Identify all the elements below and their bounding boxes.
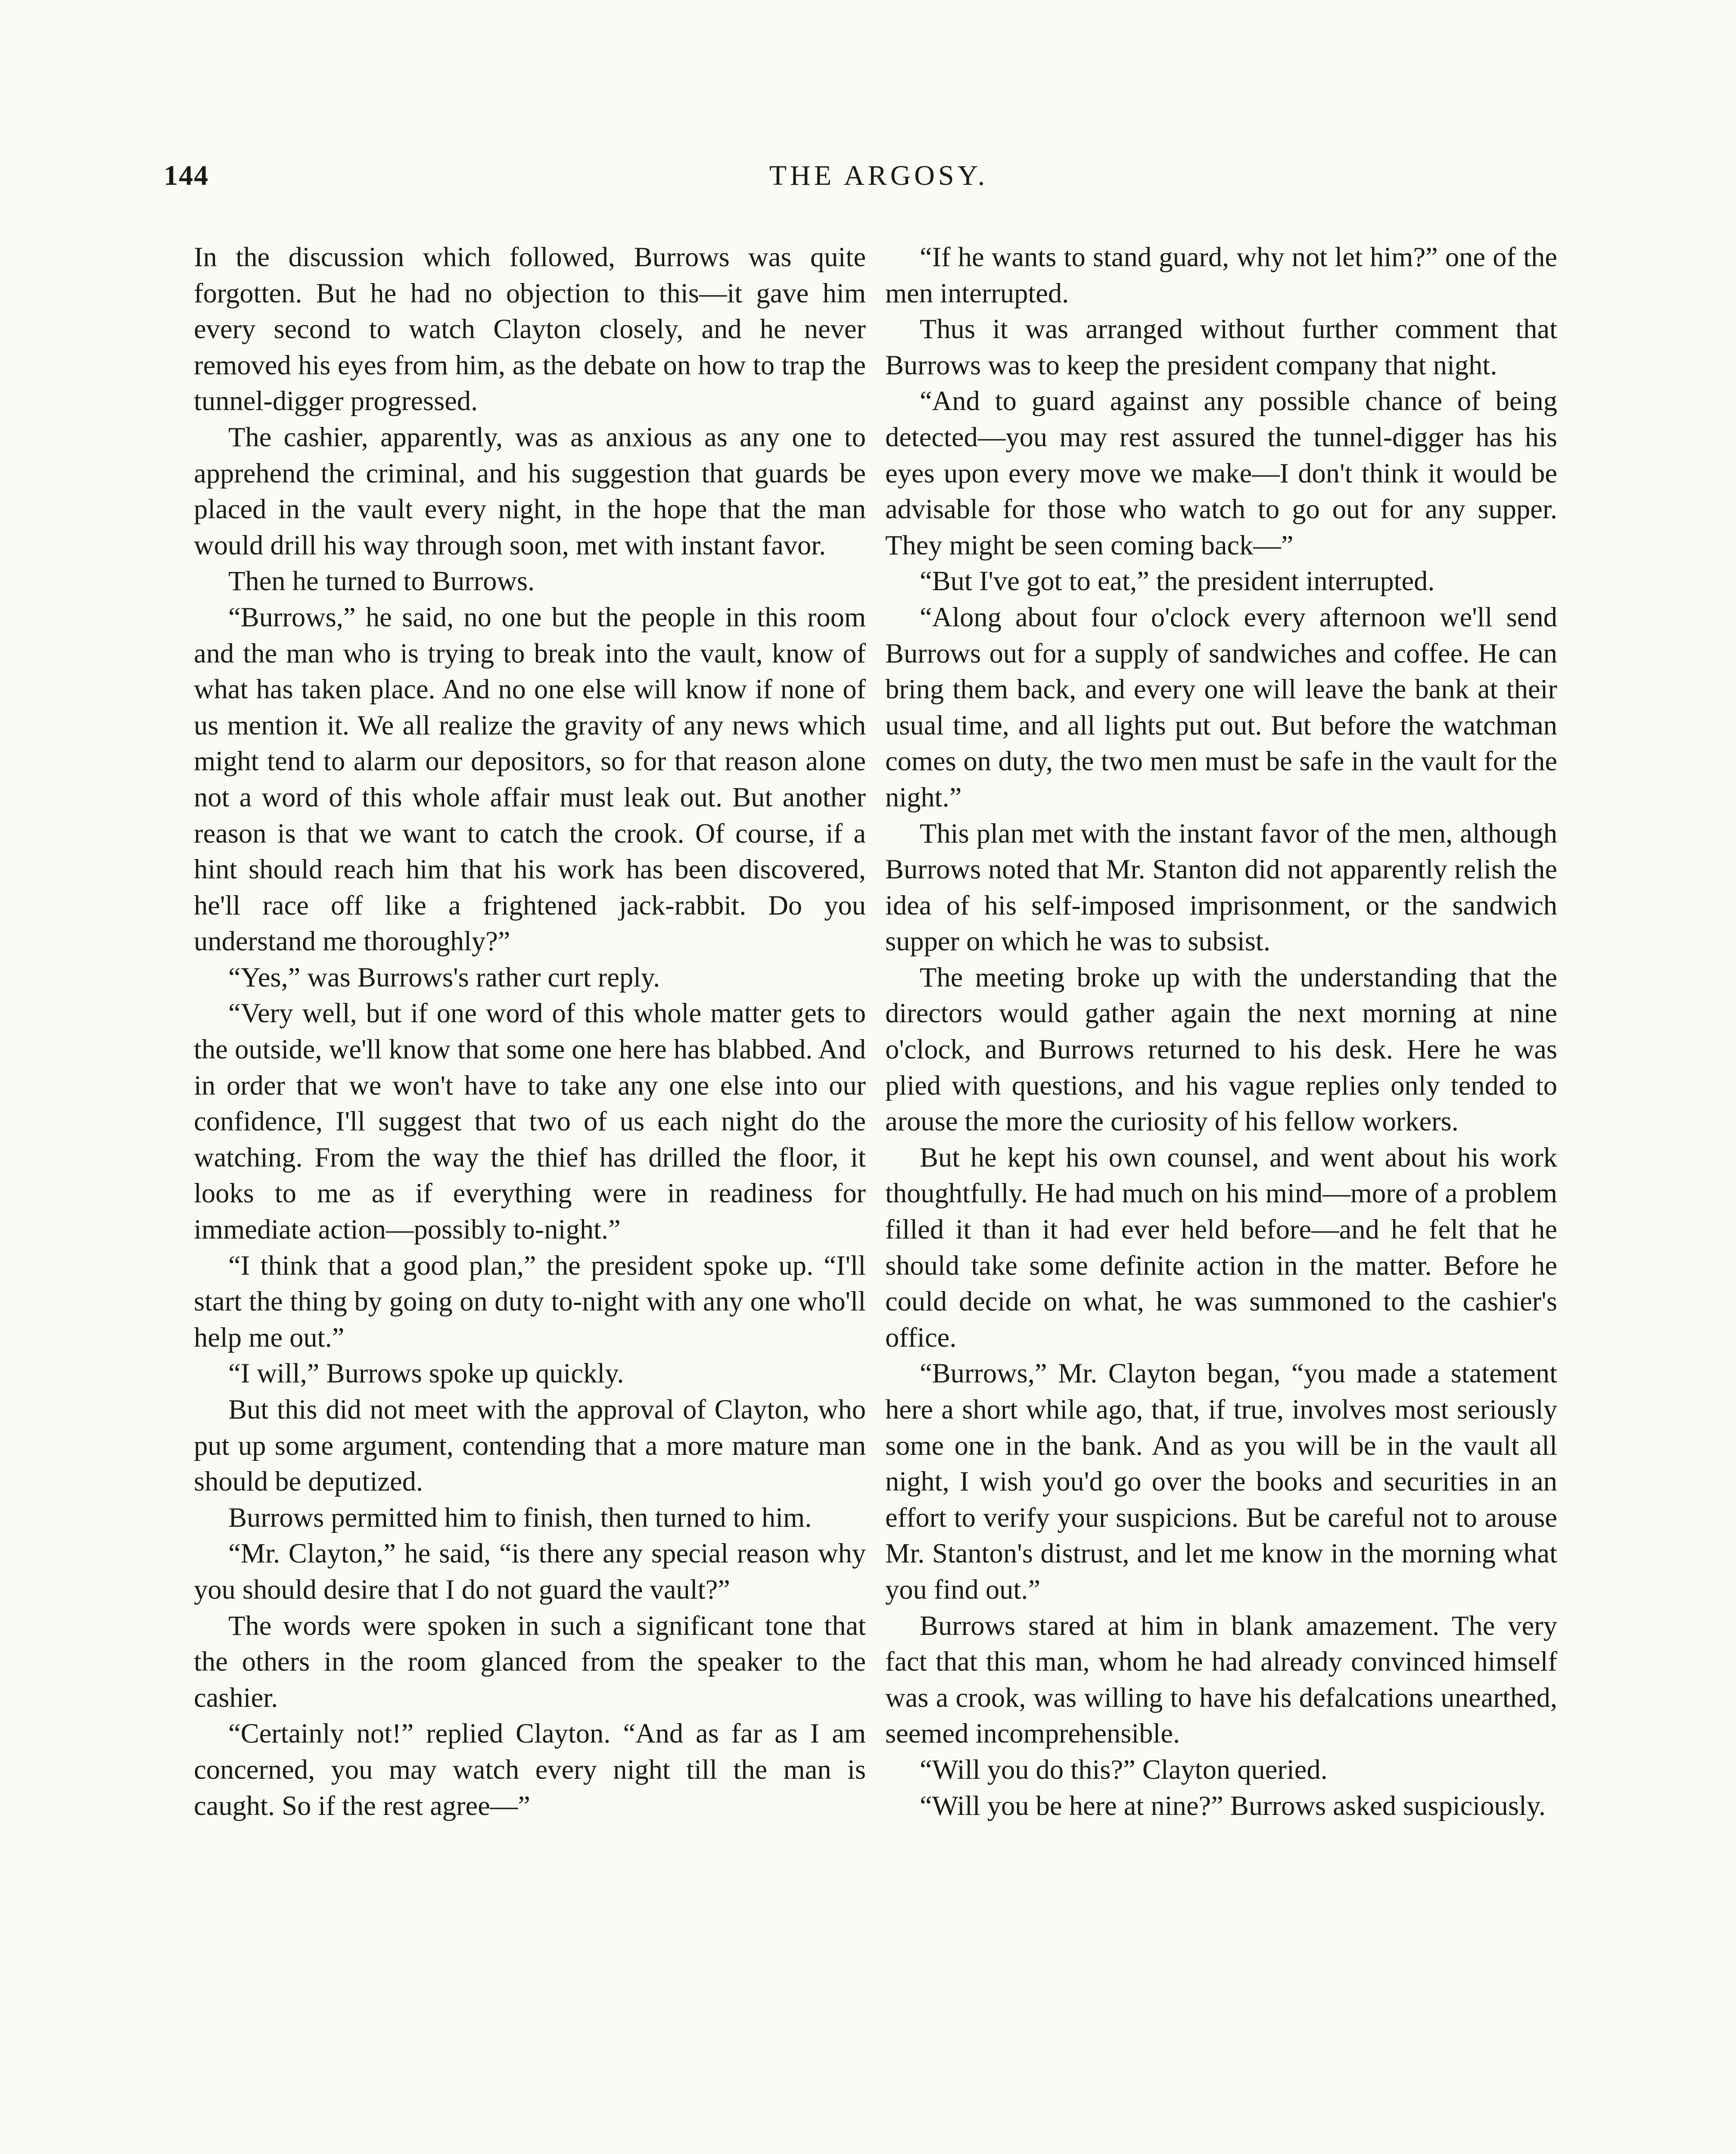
paragraph: “Mr. Clayton,” he said, “is there any special reason why you should desire that I do not guard the vault?”	[194, 1538, 866, 1605]
paragraph: But he kept his own counsel, and went about his work thoughtfully. He had much on his mind—more of a problem filled it than it had ever held before—and he felt that he should take some definite action in the matter. Before he could decide on what, he was summoned to the cashier's office.	[885, 1142, 1557, 1353]
paragraph: “Burrows,” Mr. Clayton began, “you made a statement here a short while ago, that, if true, involves most seriously some one in the bank. And as you will be in the vault all night, I wish you'd go over the books and securities in an effort to verify your suspicions. But be careful not to arouse Mr. Stanton's distrust, and let me know in the morning what you find out.”	[885, 1358, 1557, 1605]
left-column	[194, 239, 866, 1824]
paragraph: Burrows stared at him in blank amazement. The very fact that this man, whom he had already convinced himself was a crook, was willing to have his defalcations unearthed, seemed incomprehensible.	[885, 1610, 1557, 1749]
paragraph: Burrows permitted him to finish, then turned to him.	[228, 1502, 812, 1533]
running-title: THE ARGOSY.	[769, 160, 989, 191]
paragraph: In the discussion which followed, Burrows was quite forgotten. But he had no objection to this—it gave him every second to watch Clayton closely, and he never removed his eyes from him, as the debate on how to trap the tunnel-digger progressed.	[194, 242, 866, 417]
paragraph: “Along about four o'clock every afternoon we'll send Burrows out for a supply of sandwiches and coffee. He can bring them back, and every one will leave the bank at their usual time, and all lights put out. But before the watchman comes on duty, the two men must be safe in the vault for the night.”	[885, 601, 1557, 812]
paragraph: “And to guard against any possible chance of being detected—you may rest assured the tunnel-digger has his eyes upon every move we make—I don't think it would be advisable for those who watch to go out for any supper. They might be seen coming back—”	[885, 386, 1557, 560]
paragraph: The words were spoken in such a significant tone that the others in the room glanced from the speaker to the cashier.	[194, 1610, 866, 1713]
paragraph: “Certainly not!” replied Clayton. “And as far as I am concerned, you may watch every night till the man is caught. So if the rest agree—”	[194, 1718, 866, 1821]
paragraph: “Yes,” was Burrows's rather curt reply.	[228, 962, 660, 993]
paragraph: “Will you do this?” Clayton queried.	[920, 1754, 1328, 1785]
paragraph: Thus it was arranged without further comment that Burrows was to keep the president company that night.	[885, 314, 1557, 380]
paragraph: “Very well, but if one word of this whole matter gets to the outside, we'll know that some one here has blabbed. And in order that we won't have to take any one else into our confidence, I'll suggest that two of us each night do the watching. From the way the thief has drilled the floor, it looks to me as if everything were in readiness for immediate action—possibly to-night.”	[194, 998, 866, 1245]
paragraph: “I will,” Burrows spoke up quickly.	[228, 1358, 624, 1389]
paragraph: But this did not meet with the approval of Clayton, who put up some argument, contending that a more mature man should be deputized.	[194, 1394, 866, 1497]
paragraph: The cashier, apparently, was as anxious as any one to apprehend the criminal, and his suggestion that guards be placed in the vault every night, in the hope that the man would drill his way through soon, met with instant favor.	[194, 421, 866, 560]
page-header	[164, 159, 1594, 207]
paragraph: “If he wants to stand guard, why not let him?” one of the men interrupted.	[885, 242, 1557, 308]
paragraph: Then he turned to Burrows.	[228, 566, 535, 597]
paragraph: “But I've got to eat,” the president interrupted.	[920, 566, 1435, 597]
paragraph: “Will you be here at nine?” Burrows asked suspiciously.	[920, 1790, 1546, 1821]
right-column	[885, 239, 1557, 1824]
paragraph: This plan met with the instant favor of the men, although Burrows noted that Mr. Stanton did not apparently relish the idea of his self-imposed imprisonment, or the sandwich supper on which he was to subsist.	[885, 818, 1557, 957]
page-number: 144	[164, 160, 209, 191]
paragraph: The meeting broke up with the understanding that the directors would gather again the next morning at nine o'clock, and Burrows returned to his desk. Here he was plied with questions, and his vague replies only tended to arouse the more the curiosity of his fellow workers.	[885, 962, 1557, 1137]
paragraph: “Burrows,” he said, no one but the people in this room and the man who is trying to break into the vault, know of what has taken place. And no one else will know if none of us mention it. We all realize the gravity of any news which might tend to alarm our depositors, so for that reason alone not a word of this whole affair must leak out. But another reason is that we want to catch the crook. Of course, if a hint should reach him that his work has been discovered, he'll race off like a frightened jack-rabbit. Do you understand me thoroughly?”	[194, 601, 866, 957]
paragraph: “I think that a good plan,” the president spoke up. “I'll start the thing by going on duty to-night with any one who'll help me out.”	[194, 1250, 866, 1353]
